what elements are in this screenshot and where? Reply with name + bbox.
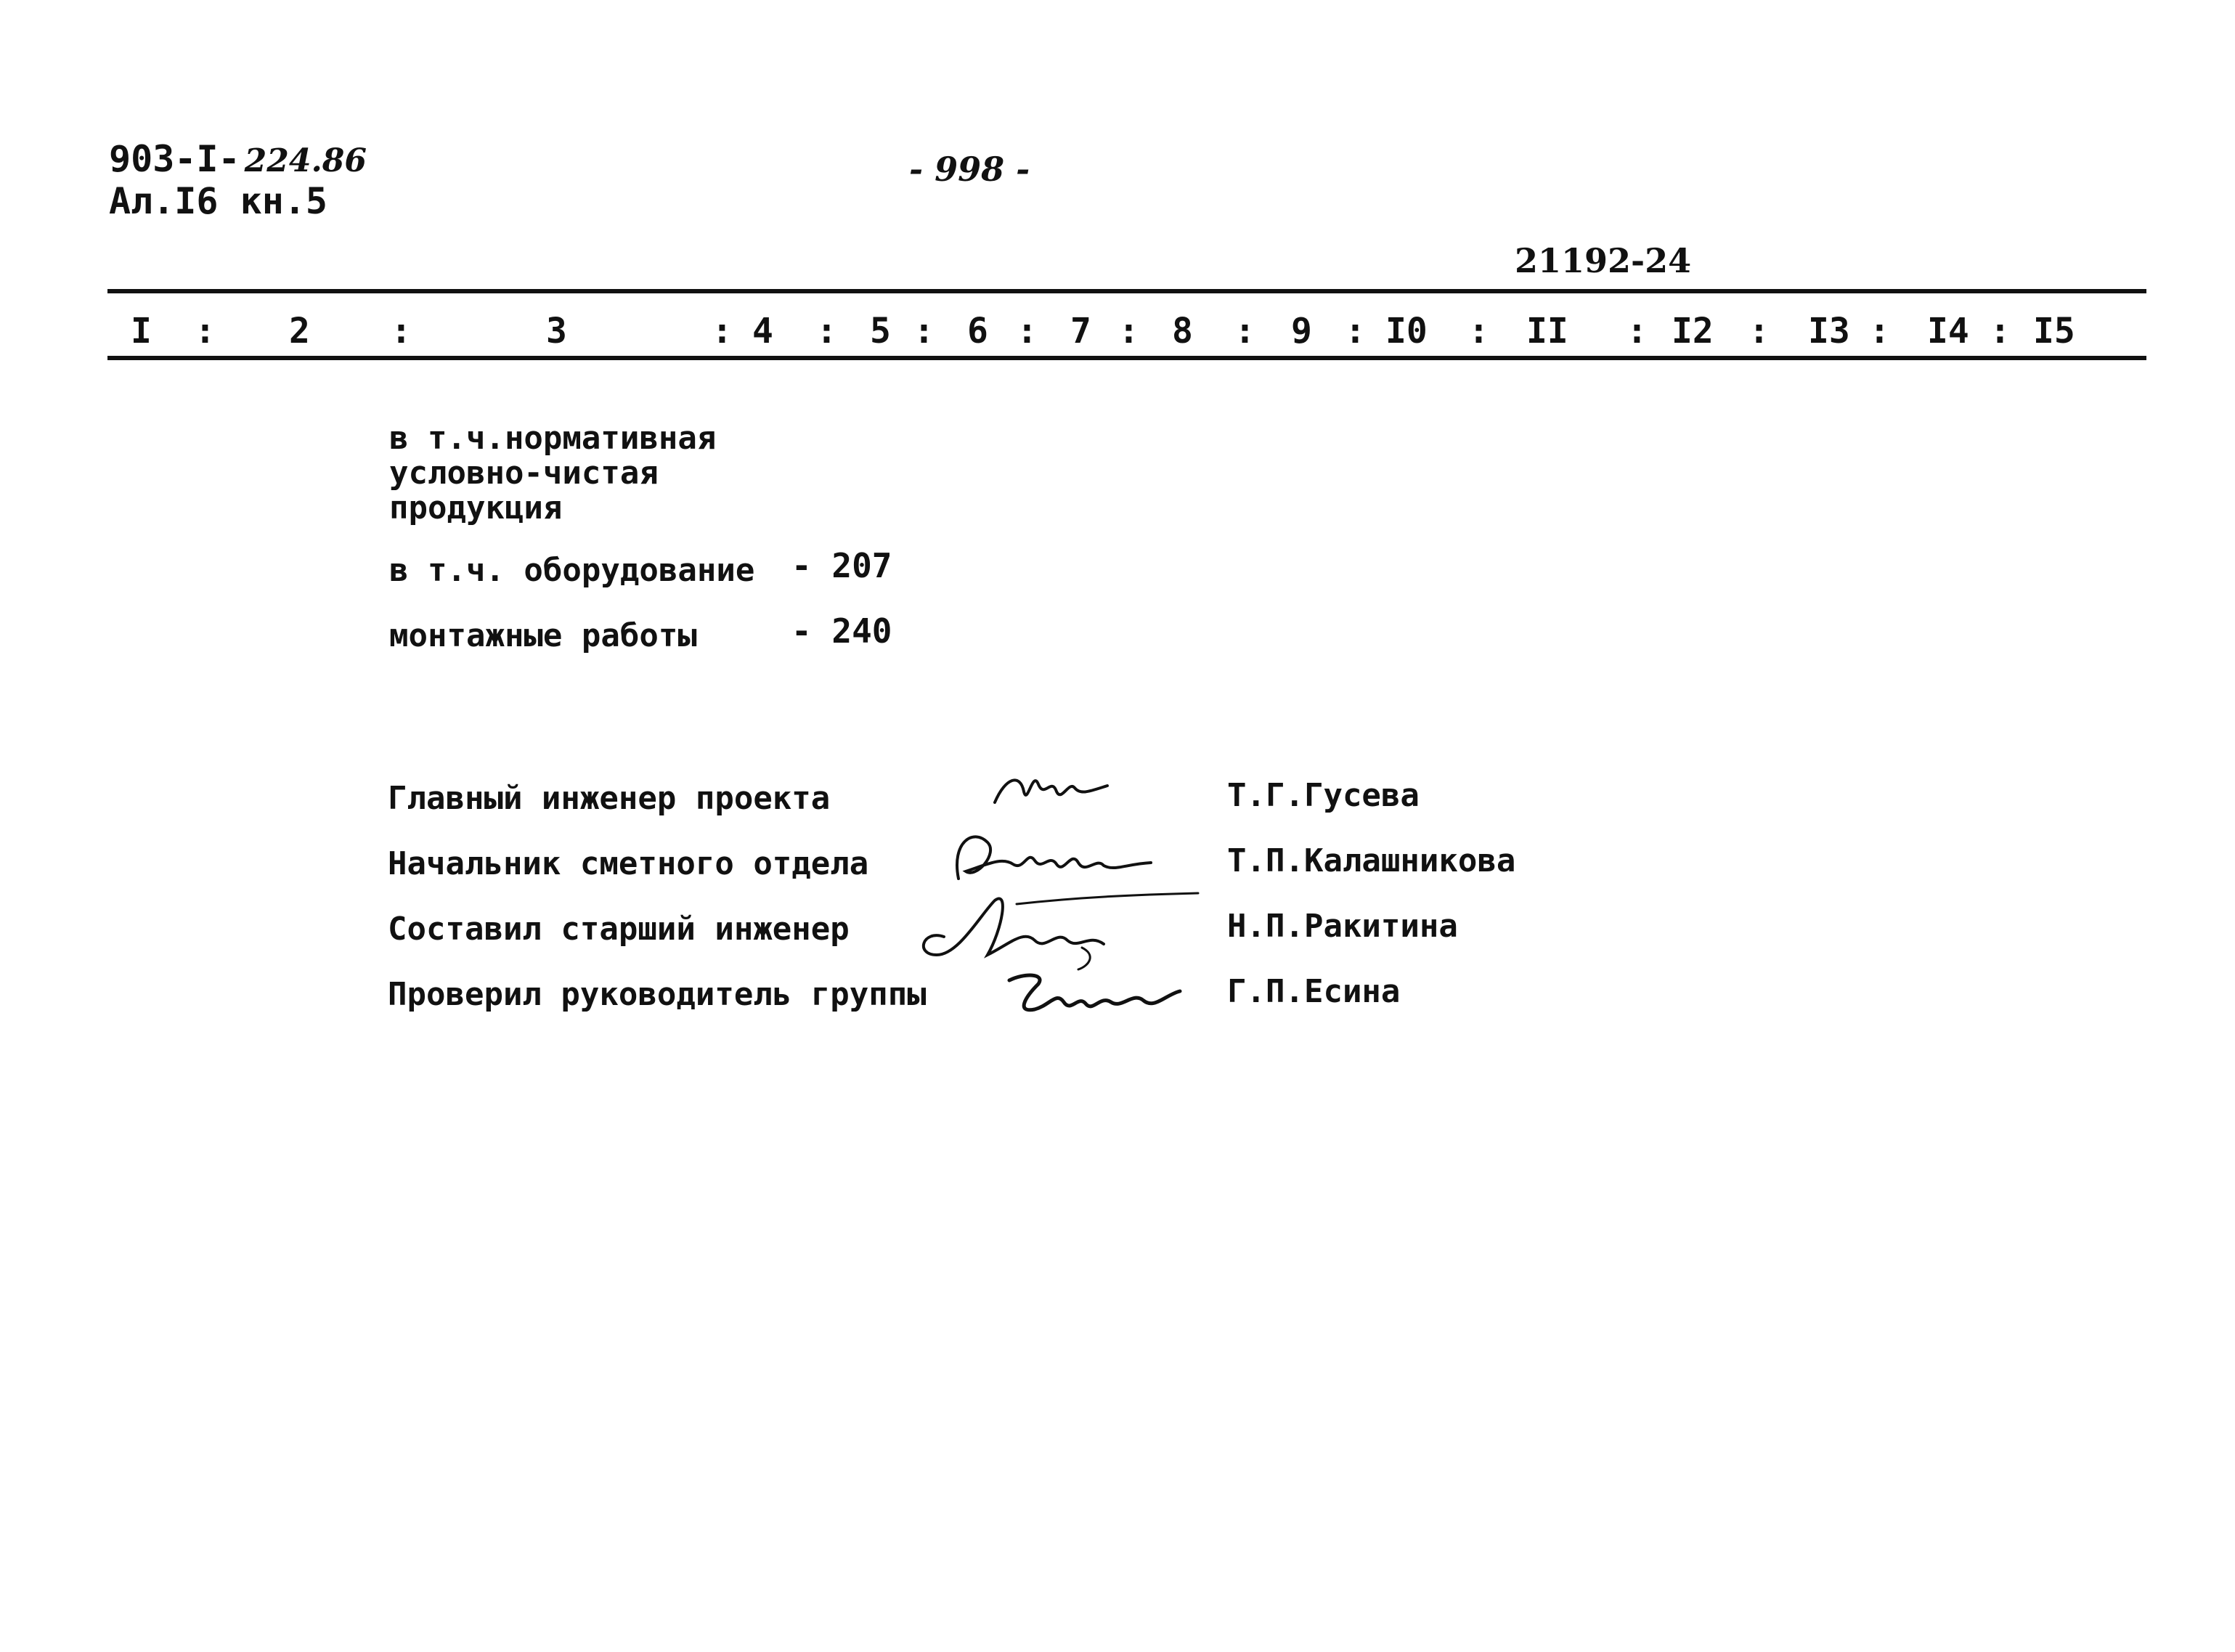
doc-code-prefix: 903-I- [109,138,240,180]
column-separator: : [1627,311,1648,351]
column-header-8: 8 [1172,311,1193,351]
signature-role-3: Составил старший инженер [388,911,850,948]
installation-label: монтажные работы [389,617,697,654]
signature-role-1: Главный инженер проекта [388,780,831,817]
column-header-13: I3 [1808,311,1850,351]
album-line: Ал.I6 кн.5 [109,180,328,222]
column-header-6: 6 [967,311,988,351]
column-separator: : [195,311,216,351]
signature-role-2: Начальник сметного отдела [388,845,869,882]
signature-name-1: Т.Г.Гусева [1227,777,1420,814]
page-number: - 998 - [909,150,1030,189]
column-separator: : [1017,311,1038,351]
column-separator: : [913,311,935,351]
signature-name-3: Н.П.Ракитина [1227,908,1458,945]
column-header-5: 5 [870,311,891,351]
column-header-2: 2 [289,311,310,351]
table-top-rule [107,289,2146,293]
doc-code [109,138,367,180]
column-separator: : [1869,311,1890,351]
body-block [389,421,716,526]
column-header-3: 3 [546,311,567,351]
column-separator: : [1990,311,2011,351]
equipment-value: - 207 [791,546,892,585]
signature-name-2: Т.П.Калашникова [1227,842,1516,879]
block-line-3: продукция [389,489,563,526]
column-header-15: I5 [2033,311,2075,351]
column-header-12: I2 [1672,311,1714,351]
signature-name-4: Г.П.Есина [1227,973,1401,1010]
block-line-1: в т.ч.нормативная [389,420,717,457]
block-line-2: условно-чистая [389,455,659,492]
column-header-1: I [131,311,152,351]
column-separator: : [1234,311,1255,351]
doc-code-handwritten: 224.86 [244,142,367,179]
column-header-9: 9 [1291,311,1312,351]
column-header-7: 7 [1070,311,1091,351]
installation-value: - 240 [791,611,892,651]
signature-scribble-1 [988,762,1133,821]
column-header-14: I4 [1927,311,1969,351]
signature-scribble-4 [995,959,1198,1024]
column-separator: : [1748,311,1770,351]
column-separator: : [1118,311,1139,351]
signature-role-4: Проверил руководитель группы [388,976,927,1013]
column-header-4: 4 [752,311,773,351]
column-separator: : [816,311,837,351]
column-separator: : [391,311,412,351]
column-separator: : [1468,311,1489,351]
stamp-number: 21192-24 [1515,241,1692,280]
signature-scribble-2 [944,813,1162,893]
column-separator: : [1345,311,1366,351]
equipment-label: в т.ч. оборудование [389,552,755,589]
table-bottom-rule [107,356,2146,360]
column-header-11: II [1526,311,1568,351]
column-header-10: I0 [1385,311,1428,351]
column-separator: : [712,311,733,351]
